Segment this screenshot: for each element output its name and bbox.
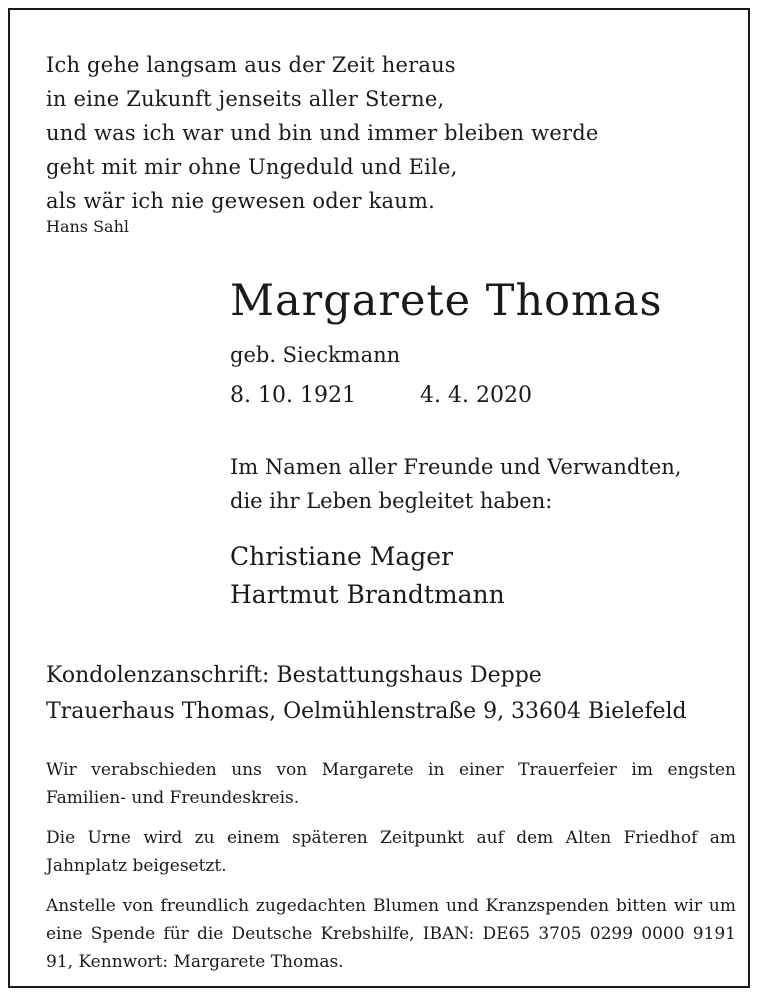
birth-date: 8. 10. 1921 (230, 383, 356, 408)
maiden-name: geb. Sieckmann (230, 343, 401, 367)
poem-line: Ich gehe langsam aus der Zeit heraus (46, 53, 456, 77)
condolence-address (46, 658, 687, 730)
life-dates (230, 383, 532, 408)
mourner-name: Hartmut Brandtmann (230, 580, 505, 609)
obituary-frame (8, 8, 750, 988)
poem-line: als wär ich nie gewesen oder kaum. (46, 189, 435, 213)
mourner-name: Christiane Mager (230, 542, 454, 571)
address-line: Kondolenzanschrift: Bestattungshaus Deppe (46, 663, 542, 688)
deceased-name: Margarete Thomas (230, 276, 663, 326)
mourners-intro (230, 450, 681, 518)
note-ceremony: Wir verabschieden uns von Margarete in einer Trauerfeier im engsten Familien- und Freundeskreis. (46, 760, 736, 808)
mourners-list (230, 538, 505, 614)
intro-line: die ihr Leben begleitet haben: (230, 489, 553, 513)
death-date: 4. 4. 2020 (420, 383, 532, 408)
intro-line: Im Namen aller Freunde und Verwandten, (230, 455, 682, 479)
poem-line: in eine Zukunft jenseits aller Sterne, (46, 87, 445, 111)
poem-line: geht mit mir ohne Ungeduld und Eile, (46, 155, 458, 179)
poem (46, 48, 598, 218)
note-burial: Die Urne wird zu einem späteren Zeitpunkt auf dem Alten Friedhof am Jahnplatz beigesetzt. (46, 828, 736, 876)
note-donation: Anstelle von freundlich zugedachten Blumen und Kranzspenden bitten wir um eine Spende für die Deutsche Krebshilfe, IBAN: DE65 3705 0299 0000 9191 91, Kennwort: Margarete Thomas. (46, 896, 736, 972)
address-line: Trauerhaus Thomas, Oelmühlenstraße 9, 33604 Bielefeld (46, 699, 687, 724)
poem-line: und was ich war und bin und immer bleiben werde (46, 121, 599, 145)
poem-author: Hans Sahl (46, 217, 130, 236)
